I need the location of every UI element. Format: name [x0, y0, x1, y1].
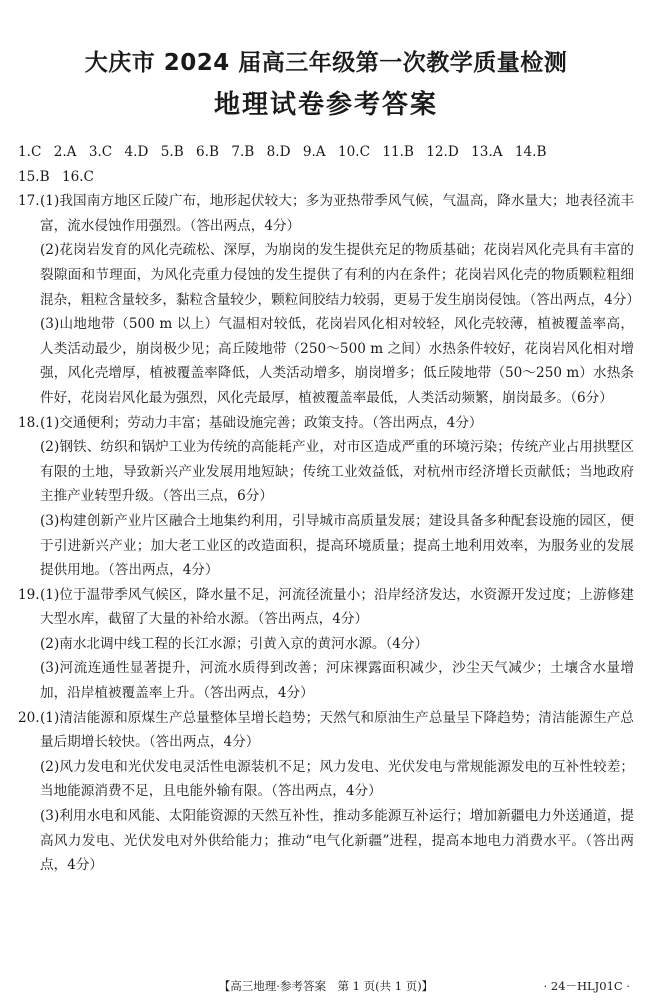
answer-part: (3)构建创新产业片区融合土地集约利用，引导城市高质量发展；建设具备多种配套设施的园区，便于引进新兴产业；加大老工业区的改造面积，提高环境质量；提高土地利用效率，为服务业的发展提供用地。（答出两点，4分） — [40, 512, 634, 579]
mc-answers-row-2 — [18, 165, 634, 190]
answer-part: (1)我国南方地区丘陵广布，地形起伏较大；多为亚热带季风气候，气温高，降水量大；地表径流丰富，流水侵蚀作用强烈。（答出两点，4分） — [40, 193, 634, 234]
footer-page-info: 【高三地理·参考答案 第 1 页(共 1 页)】 — [218, 979, 434, 993]
answer-body — [18, 140, 640, 878]
mc-answer: 10.C — [337, 144, 370, 160]
answer-part: (1)位于温带季风气候区，降水量不足，河流径流量小；沿岸经济发达，水资源开发过度；上游修建大型水库，截留了大量的补给水源。（答出两点，4分） — [40, 586, 634, 628]
answer-part: (1)清洁能源和原煤生产总量整体呈增长趋势；天然气和原油生产总量呈下降趋势；清洁能源生产总量后期增长较快。（答出两点，4分） — [40, 709, 634, 751]
answer-part: (2)南水北调中线工程的长江水源；引黄入京的黄河水源。（4分） — [40, 635, 429, 652]
mc-answer: 9.A — [302, 144, 326, 160]
mc-answer: 3.C — [88, 144, 113, 160]
mc-answer: 7.B — [231, 144, 255, 160]
footer-code: · 24－HLJ01C · — [543, 979, 630, 993]
mc-answer: 11.B — [382, 144, 414, 160]
question-19 — [18, 583, 634, 706]
answer-part: (2)钢铁、纺织和锅炉工业为传统的高能耗产业，对市区造成严重的环境污染；传统产业占用拱墅区有限的土地，导致新兴产业发展用地短缺；传统工业效益低，对杭州市经济增长贡献低；当地政府主推产业转型升级。（答出三点，6分） — [40, 439, 634, 505]
mc-answer: 14.B — [514, 144, 547, 160]
answer-part: (1)交通便利；劳动力丰富；基础设施完善；政策支持。（答出两点，4分） — [40, 414, 483, 431]
mc-answer: 13.A — [471, 144, 503, 160]
mc-answer: 2.A — [53, 144, 77, 160]
question-number: 18. — [18, 414, 40, 431]
answer-part: (3)河流连通性显著提升，河流水质得到改善；河床裸露面积减少，沙尘天气减少；土壤含水量增加，沿岸植被覆盖率上升。（答出两点，4分） — [40, 660, 634, 702]
mc-answer: 4.D — [124, 144, 149, 160]
document-subtitle: 地理试卷参考答案 — [213, 90, 438, 120]
question-number: 20. — [18, 709, 40, 726]
mc-answer: 16.C — [61, 168, 94, 185]
page-footer — [0, 978, 652, 998]
answer-part: (3)利用水电和风能、太阳能资源的天然互补性，推动多能源互补运行；增加新疆电力外送通道，提高风力发电、光伏发电对外供给能力；推动“电气化新疆”进程，提高本地电力消费水平。（答出两点，4分） — [40, 808, 634, 874]
mc-answer: 5.B — [160, 144, 184, 160]
mc-answers-row-1 — [18, 140, 634, 165]
mc-answer: 8.D — [266, 144, 291, 160]
question-20 — [18, 706, 634, 878]
answer-part: (3)山地地带（500 m 以上）气温相对较低，花岗岩风化相对较轻，风化壳较薄，植被覆盖率高，人类活动最少，崩岗极少见；高丘陵地带（250～500 m 之间）水热条件较好，花岗岩风化相对增强，风化壳增厚，植被覆盖率降低，人类活动增多，崩岗增多；低丘陵地带（50～250 m）水热条件好，花岗岩风化最为强烈，风化壳最厚，植被覆盖率最低，人类活动频繁，崩岗最多。（6分） — [40, 316, 634, 406]
mc-answer: 1.C — [18, 144, 42, 160]
question-number: 19. — [18, 586, 40, 603]
question-number: 17. — [18, 193, 40, 210]
document-title: 大庆市 2024 届高三年级第一次教学质量检测 — [84, 50, 568, 76]
answer-part: (2)风力发电和光伏发电灵活性电源装机不足；风力发电、光伏发电与常规能源发电的互补性较差；当地能源消费不足，且电能外输有限。（答出两点，4分） — [40, 758, 634, 800]
question-18 — [18, 411, 634, 583]
question-17 — [18, 189, 640, 410]
answer-part: (2)花岗岩发育的风化壳疏松、深厚，为崩岗的发生提供充足的物质基础；花岗岩风化壳具有丰富的裂隙面和节理面，为风化壳重力侵蚀的发生提供了有利的内在条件；花岗岩风化壳的物质颗粒粗细混杂，粗粒含量较多，黏粒含量较少，颗粒间胶结力较弱，更易于发生崩岗侵蚀。（答出两点，4分） — [40, 242, 640, 308]
mc-answer: 6.B — [196, 144, 219, 160]
mc-answer: 15.B — [18, 168, 50, 185]
mc-answer: 12.D — [426, 144, 459, 160]
